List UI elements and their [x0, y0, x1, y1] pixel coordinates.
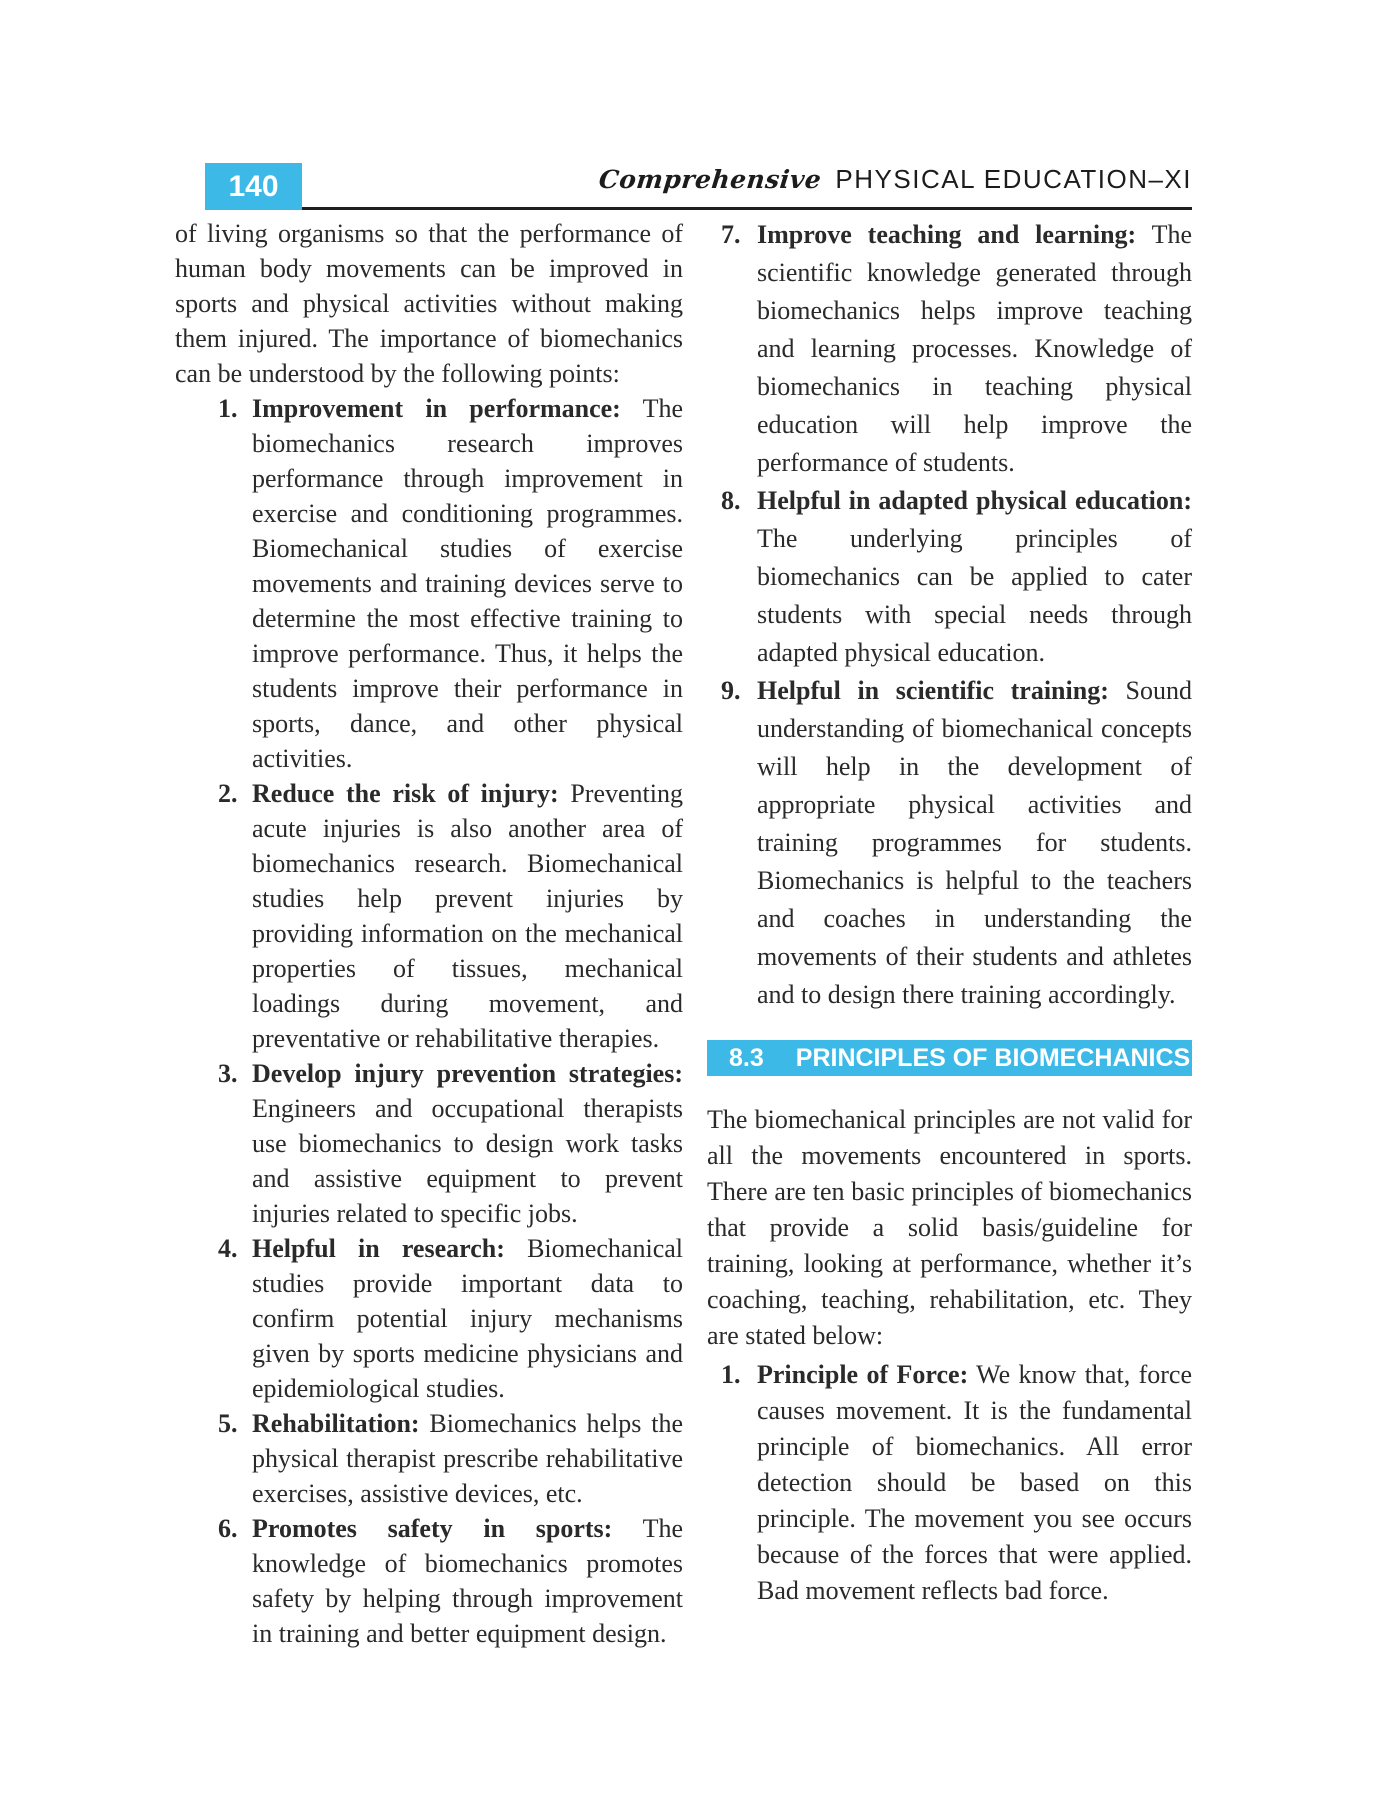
item-body [757, 482, 1192, 672]
item-text: Biomechanical studies provide important data to confirm potential injury mechanisms given by sports medicine physicians and epidemiological studies. [252, 1234, 683, 1403]
item-number: 6. [218, 1514, 238, 1543]
item-heading: Rehabilitation: [252, 1409, 420, 1438]
list-item [175, 776, 683, 1056]
list-item [175, 391, 683, 776]
item-text: Engineers and occupational therapists use biomechanics to design work tasks and assistive equipment to prevent injuries related to specific jobs. [252, 1094, 683, 1228]
item-text: The knowledge of biomechanics promotes safety by helping through improvement in training and better equipment design. [252, 1514, 684, 1648]
right-column [707, 216, 1192, 1651]
series-name: Comprehensive [597, 165, 823, 194]
page-number: 140 [228, 170, 279, 203]
list-item [707, 672, 1192, 1014]
item-text: We know that, force causes movement. It is the fundamental principle of biomechanics. All error detection should be based on this principle. The movement you see occurs because of the forces that were applied. Bad movement reflects bad force. [757, 1360, 1192, 1605]
item-body [252, 776, 683, 1056]
list-item [707, 216, 1192, 482]
item-body [757, 672, 1192, 1014]
item-number: 1. [721, 1360, 741, 1389]
item-body [757, 1357, 1192, 1609]
principles-list [707, 1357, 1192, 1609]
item-body [757, 216, 1192, 482]
list-item [175, 1406, 683, 1511]
item-body [252, 1231, 683, 1406]
item-heading: Helpful in scientific training: [757, 676, 1109, 705]
left-column [175, 216, 683, 1651]
item-heading: Promotes safety in sports: [252, 1514, 613, 1543]
item-number: 3. [218, 1059, 238, 1088]
item-number: 8. [721, 486, 741, 515]
item-body [252, 1406, 683, 1511]
section-title: PRINCIPLES OF BIOMECHANICS [795, 1044, 1191, 1072]
list-item [175, 1056, 683, 1231]
running-header [492, 164, 1192, 195]
item-text: The scientific knowledge generated through biomechanics helps improve teaching and learning processes. Knowledge of biomechanics in teaching physical education will help improve the performance of students. [757, 220, 1192, 477]
header-rule [302, 207, 1192, 210]
section-heading-bar [707, 1040, 1192, 1076]
item-body [252, 391, 683, 776]
item-body [252, 1056, 683, 1231]
list-item [707, 482, 1192, 672]
list-item [175, 1511, 683, 1651]
item-text: Biomechanics helps the physical therapist prescribe rehabilitative exercises, assistive devices, etc. [252, 1409, 683, 1508]
intro-paragraph: of living organisms so that the performance of human body movements can be improved in sports and physical activities without making them injured. The importance of biomechanics can be understood by the following points: [175, 219, 683, 388]
item-heading: Helpful in adapted physical education: [757, 486, 1192, 515]
list-item [707, 1357, 1192, 1609]
item-number: 1. [218, 394, 238, 423]
item-heading: Helpful in research: [252, 1234, 505, 1263]
item-heading: Reduce the risk of injury: [252, 779, 559, 808]
item-heading: Improvement in performance: [252, 394, 621, 423]
book-title: PHYSICAL EDUCATION–XI [835, 164, 1192, 194]
item-number: 2. [218, 779, 238, 808]
section-number: 8.3 [729, 1044, 764, 1072]
item-text: Sound understanding of biomechanical concepts will help in the development of appropriate physical activities and training programmes for students. Biomechanics is helpful to the teachers and coaches in understanding the movements of their students and athletes and to design there training accordingly. [757, 676, 1193, 1009]
page-content [175, 216, 1192, 1651]
item-text: Preventing acute injuries is also another area of biomechanics research. Biomechanical studies help prevent injuries by providing information on the mechanical properties of tissues, mechanical loadings during movement, and preventative or rehabilitative therapies. [252, 779, 683, 1053]
item-body [252, 1511, 683, 1651]
item-text: The biomechanics research improves performance through improvement in exercise and conditioning programmes. Biomechanical studies of exercise movements and training devices serve to determine the most effective training to improve performance. Thus, it helps the students improve their performance in sports, dance, and other physical activities. [252, 394, 683, 773]
item-number: 7. [721, 220, 741, 249]
item-number: 5. [218, 1409, 238, 1438]
list-item [175, 1231, 683, 1406]
section-paragraph: The biomechanical principles are not valid for all the movements encountered in sports. There are ten basic principles of biomechanics that provide a solid basis/guideline for training, looking at performance, whether it’s coaching, teaching, rehabilitation, etc. They are stated below: [707, 1105, 1192, 1350]
item-heading: Improve teaching and learning: [757, 220, 1137, 249]
item-number: 4. [218, 1234, 238, 1263]
item-number: 9. [721, 676, 741, 705]
page-number-badge [205, 163, 302, 210]
item-heading: Principle of Force: [757, 1360, 969, 1389]
item-text: The underlying principles of biomechanics can be applied to cater students with special needs through adapted physical education. [757, 524, 1192, 667]
item-heading: Develop injury prevention strategies: [252, 1059, 683, 1088]
